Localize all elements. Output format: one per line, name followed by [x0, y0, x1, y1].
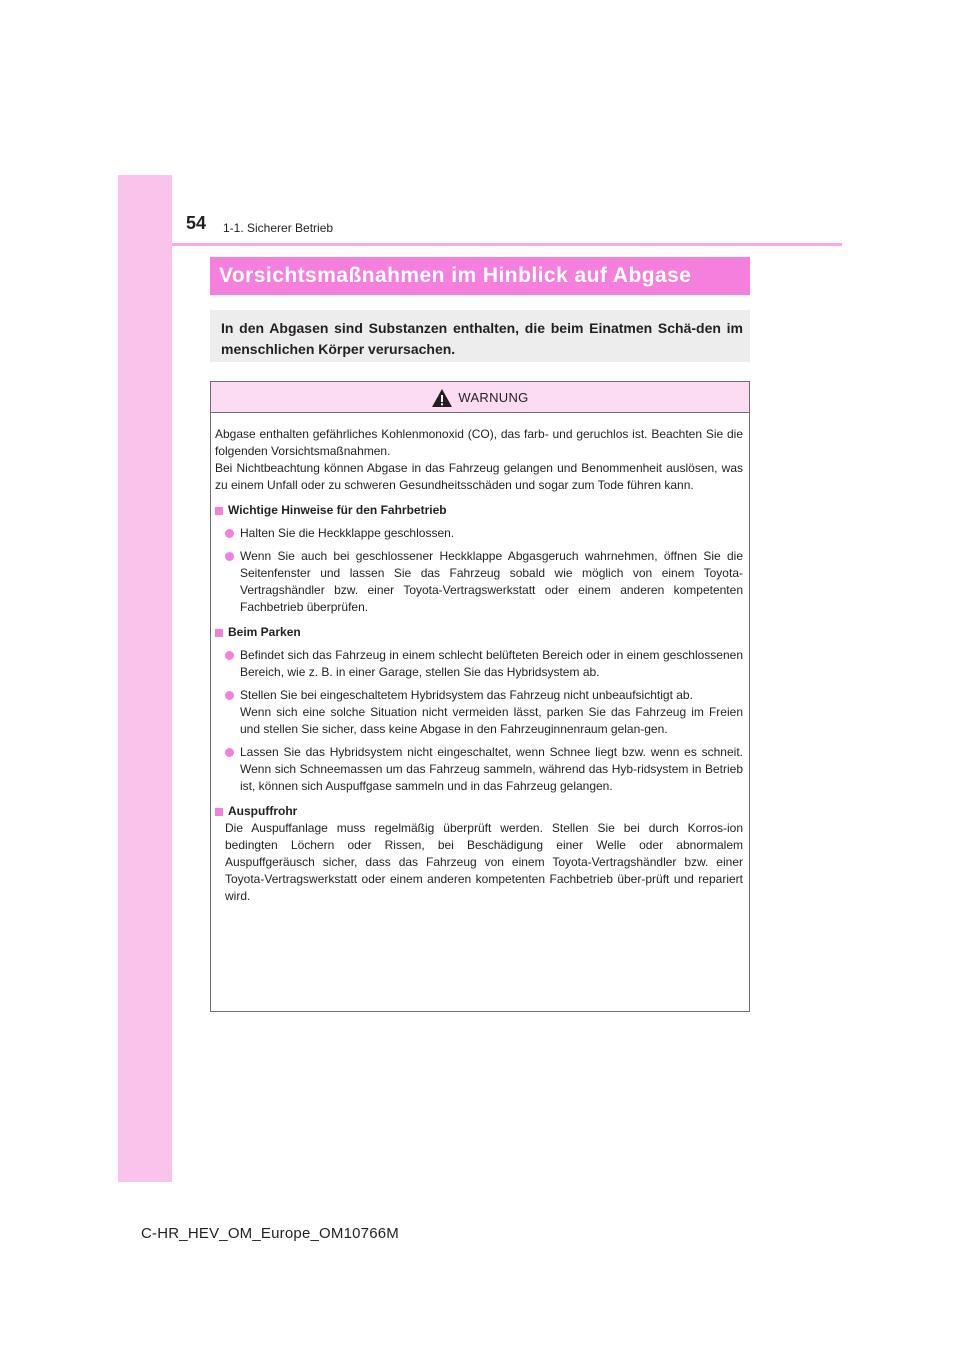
header-rule [172, 243, 842, 246]
section-exhaust-pipe [215, 803, 743, 905]
square-bullet-icon [215, 507, 223, 515]
section-heading-text: Auspuffrohr [228, 804, 298, 818]
circle-bullet-icon [225, 691, 234, 700]
warning-label: WARNUNG [458, 389, 529, 405]
list-item [215, 548, 743, 616]
list-item [215, 647, 743, 681]
warning-paragraph: Bei Nichtbeachtung können Abgase in das Fahrzeug gelangen und Benommenheit auslösen, was zu einem Unfall oder zu schweren Gesundheitsschäden und sogar zum Tode führen kann. [215, 461, 743, 492]
circle-bullet-icon [225, 529, 234, 538]
list-item-continuation: Wenn sich eine solche Situation nicht vermeiden lässt, parken Sie das Fahrzeug im Freien und stellen Sie sicher, dass keine Abgase in den Fahrzeuginnenraum gelan-gen. [240, 705, 743, 736]
list-item-text: Lassen Sie das Hybridsystem nicht eingeschaltet, wenn Schnee liegt bzw. wenn es schneit. Wenn sich Schneemassen um das Fahrzeug sammeln, während das Hyb-ridsystem in Betrieb ist, können sich Auspuffgase sammeln und in das Fahrzeug gelangen. [240, 745, 743, 793]
circle-bullet-icon [225, 552, 234, 561]
section-heading [215, 624, 743, 641]
list-item [215, 687, 743, 738]
warning-paragraph: Abgase enthalten gefährliches Kohlenmonoxid (CO), das farb- und geruchlos ist. Beachten Sie die folgenden Vorsichtsmaßnahmen. [215, 427, 743, 458]
warning-header [211, 382, 749, 413]
list-item [215, 525, 743, 542]
list-item-text: Wenn Sie auch bei geschlossener Heckklappe Abgasgeruch wahrnehmen, öffnen Sie die Seitenfenster und lassen Sie das Fahrzeug sobald wie möglich von einem Toyota-Vertragshändler bzw. einer Toyota-Vertragswerkstatt oder einem anderen kompetenten Fachbetrieb überprüfen. [240, 549, 743, 614]
intro-box: In den Abgasen sind Substanzen enthalten, die beim Einatmen Schä-den im menschlichen Körper verursachen. [210, 310, 750, 362]
section-parking [215, 624, 743, 795]
square-bullet-icon [215, 629, 223, 637]
warning-box [210, 381, 750, 1012]
section-heading [215, 502, 743, 519]
circle-bullet-icon [225, 651, 234, 660]
list-item-text: Halten Sie die Heckklappe geschlossen. [240, 526, 455, 540]
section-title: Vorsichtsmaßnahmen im Hinblick auf Abgase [210, 257, 750, 295]
section-paragraph: Die Auspuffanlage muss regelmäßig überprüft werden. Stellen Sie bei durch Korros-ion bedingten Löchern oder Rissen, bei Beschädigung einer Welle oder abnormalem Auspuffgeräusch sicher, dass das Fahrzeug von einem Toyota-Vertragshändler bzw. einer Toyota-Vertragswerkstatt oder einem anderen kompetenten Fachbetrieb über-prüft und repariert wird. [225, 821, 743, 903]
list-item-body [240, 687, 743, 738]
chapter-side-tab [118, 175, 172, 1182]
document-code: C-HR_HEV_OM_Europe_OM10766M [141, 1225, 400, 1242]
section-reference: 1-1. Sicherer Betrieb [223, 221, 334, 235]
section-heading-text: Beim Parken [228, 625, 301, 639]
warning-body [211, 413, 749, 905]
section-heading [215, 803, 743, 820]
list-item [215, 744, 743, 795]
circle-bullet-icon [225, 748, 234, 757]
section-heading-text: Wichtige Hinweise für den Fahrbetrieb [228, 503, 447, 517]
square-bullet-icon [215, 808, 223, 816]
section-driving [215, 502, 743, 616]
list-item-text: Stellen Sie bei eingeschaltetem Hybridsystem das Fahrzeug nicht unbeaufsichtigt ab. [240, 688, 693, 702]
warning-triangle-icon [431, 388, 453, 408]
page-number: 54 [186, 213, 207, 233]
list-item-text: Befindet sich das Fahrzeug in einem schlecht belüfteten Bereich oder in einem geschlossenen Bereich, wie z. B. in einer Garage, stellen Sie das Hybridsystem ab. [240, 648, 743, 679]
